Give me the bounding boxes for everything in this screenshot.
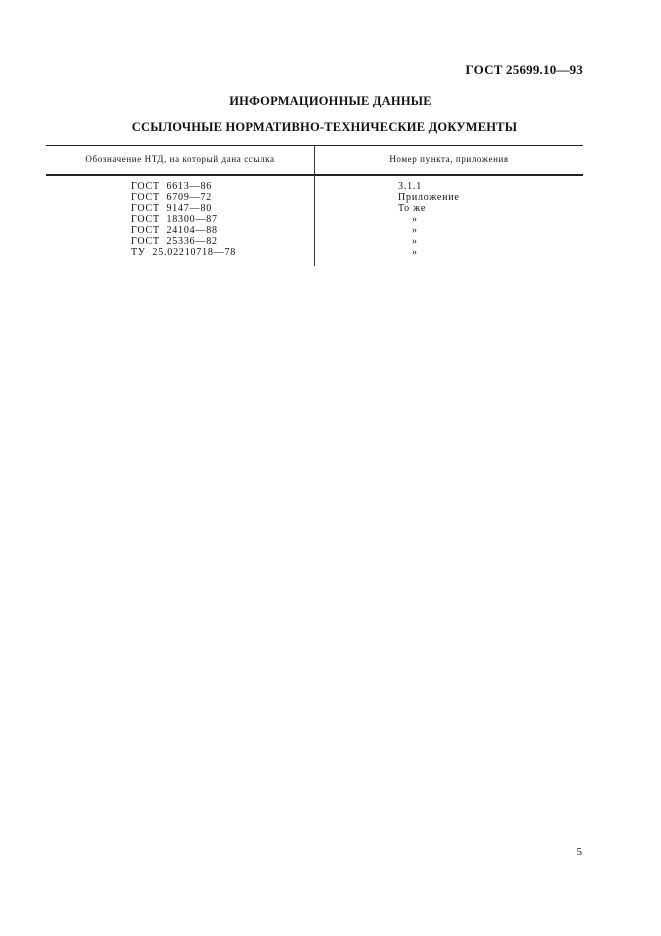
ntd-column bbox=[131, 181, 236, 258]
item-cell: То же bbox=[398, 203, 427, 214]
references-table bbox=[46, 145, 583, 269]
section-title: ИНФОРМАЦИОННЫЕ ДАННЫЕ bbox=[229, 94, 432, 108]
ntd-cell: ГОСТ 9147—80 bbox=[131, 203, 213, 214]
ntd-cell: ГОСТ 6709—72 bbox=[131, 192, 213, 203]
item-cell: » bbox=[412, 214, 418, 225]
item-cell: 3.1.1 bbox=[398, 181, 422, 192]
column-header-item: Номер пункта, приложения bbox=[389, 154, 509, 164]
item-cell-row bbox=[398, 225, 460, 236]
item-cell-row bbox=[398, 214, 460, 225]
ntd-cell: ГОСТ 18300—87 bbox=[131, 214, 218, 225]
item-cell: » bbox=[412, 247, 418, 258]
item-cell-row bbox=[398, 236, 460, 247]
ntd-cell: ТУ 25.02210718—78 bbox=[131, 247, 237, 258]
document-designation: ГОСТ 25699.10—93 bbox=[465, 62, 583, 77]
item-column bbox=[398, 181, 460, 258]
ntd-cell: ГОСТ 24104—88 bbox=[131, 225, 218, 236]
item-cell-row bbox=[398, 247, 460, 258]
page-number: 5 bbox=[576, 846, 582, 858]
item-cell: » bbox=[412, 225, 418, 236]
item-cell: » bbox=[412, 236, 418, 247]
column-header-ntd: Обозначение НТД, на который дана ссылка bbox=[85, 154, 275, 164]
item-cell: Приложение bbox=[398, 192, 460, 203]
ntd-cell: ГОСТ 6613—86 bbox=[131, 181, 213, 192]
ntd-cell: ГОСТ 25336—82 bbox=[131, 236, 218, 247]
section-subtitle: ССЫЛОЧНЫЕ НОРМАТИВНО-ТЕХНИЧЕСКИЕ ДОКУМЕНТЫ bbox=[131, 120, 518, 134]
